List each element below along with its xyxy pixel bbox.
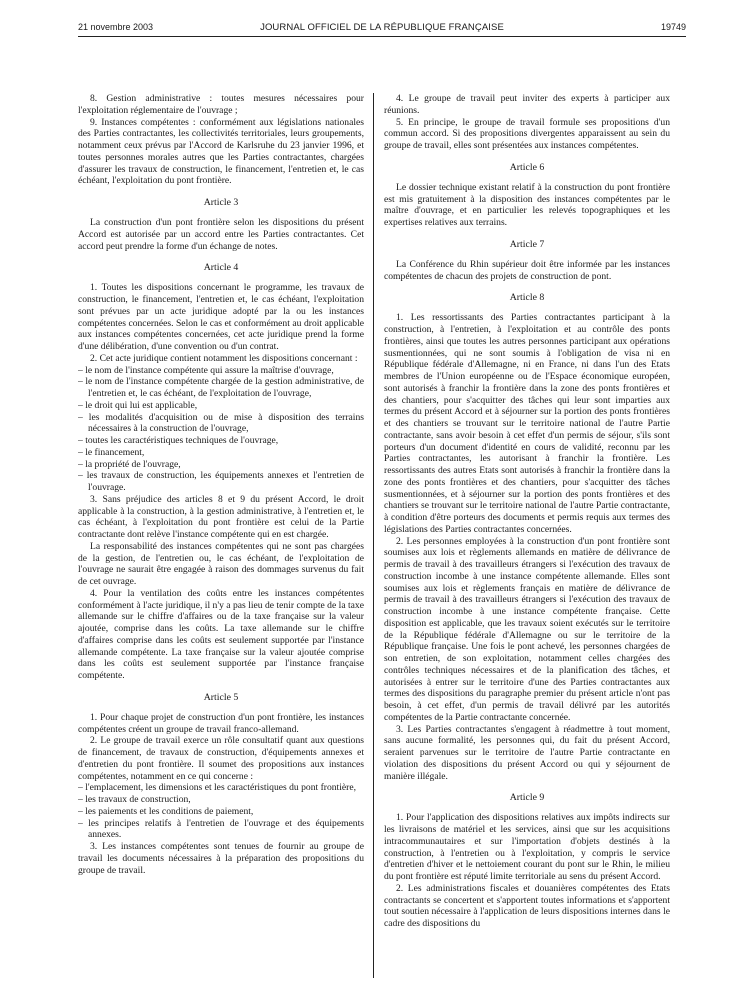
definition-8: 8. Gestion administrative : toutes mesures nécessaires pour l'exploitation réglementaire de l'ouvrage ; [78, 93, 364, 116]
definition-9: 9. Instances compétentes : conformément aux législations nationales des Parties contractantes, les collectivités territoriales, leurs groupements, notamment ceux prévus par l'Accord de Karlsruhe du 23 janvier 1996, et toutes personnes morales autres que les Parties contractantes, chargées d'assurer les travaux de construction, le financement, l'entretien et, le cas échéant, l'exploitation du pont frontière. [78, 116, 364, 187]
list-item: – les modalités d'acquisition ou de mise à disposition des terrains nécessaires à la construction de l'ouvrage, [78, 412, 364, 436]
page-header [78, 22, 686, 37]
column-divider [373, 93, 374, 978]
article-4-paragraph-3: 3. Sans préjudice des articles 8 et 9 du présent Accord, le droit applicable à la construction, à la gestion administrative, à l'entretien et, le cas échéant, à l'exploitation du pont frontière est celui de la Partie contractante dont relève l'instance compétente qui en est chargée. [78, 493, 364, 540]
article-5-paragraph-3: 3. Les instances compétentes sont tenues de fournir au groupe de travail les documents nécessaires à la préparation des propositions du groupe de travail. [78, 841, 364, 876]
article-3-title: Article 3 [203, 197, 239, 208]
article-4-list [78, 365, 364, 494]
list-item: – le nom de l'instance compétente qui assure la maîtrise d'ouvrage, [78, 365, 364, 377]
list-item: – les principes relatifs à l'entretien de l'ouvrage et des équipements annexes. [78, 818, 364, 842]
article-4-paragraph-3b: La responsabilité des instances compétentes qui ne sont pas chargées de la gestion, de l'entretien ou, le cas échéant, de l'exploitation de l'ouvrage ne saurait être engagée à raison des dommages survenus du fait de cet ouvrage. [78, 540, 364, 587]
article-6-paragraph: Le dossier technique existant relatif à la construction du pont frontière est mis gratuitement à la disposition des instances compétentes par le maître d'ouvrage, et en particulier les relevés topographiques et les expertises relatives aux terrains. [384, 181, 670, 228]
list-item: – le nom de l'instance compétente chargée de la gestion administrative, de l'entretien et, le cas échéant, de l'exploitation de l'ouvrage, [78, 376, 364, 400]
article-9-title: Article 9 [509, 792, 545, 804]
article-4-title: Article 4 [203, 262, 239, 274]
article-5-paragraph-2: 2. Le groupe de travail exerce un rôle consultatif quant aux questions de financement, de travaux de construction, d'équipements annexes et d'entretien du pont frontière. Il soumet des propositions aux instances compétentes, notamment en ce qui concerne : [78, 735, 364, 782]
article-5-paragraph-1: 1. Pour chaque projet de construction d'un pont frontière, les instances compétentes créent un groupe de travail franco-allemand. [78, 711, 364, 735]
article-9-paragraph-2: 2. Les administrations fiscales et douanières compétentes des Etats contractants se concertent et s'apportent toutes informations et s'apportent tout soutien nécessaire à l'application de leurs dispositions internes dans le cadre des dispositions du [384, 882, 670, 929]
article-5-list [78, 782, 364, 841]
article-8-paragraph-3: 3. Les Parties contractantes s'engagent à réadmettre à tout moment, sans aucune formalité, les personnes qui, du fait du présent Accord, seraient parvenues sur le territoire de l'autre Partie contractante en violation des dispositions du présent Accord ou qui y séjournent de manière illégale. [384, 723, 670, 782]
left-column [78, 93, 364, 983]
list-item: – l'emplacement, les dimensions et les caractéristiques du pont frontière, [78, 782, 364, 794]
article-8-paragraph-2: 2. Les personnes employées à la construction d'un pont frontière sont soumises aux lois et règlements allemands en matière de délivrance de permis de travail à des travailleurs étrangers si l'exécution des travaux de construction incombe à une instance compétente allemande. Elles sont soumises aux lois et règlements français en matière de délivrance de permis de travail à des travailleurs étrangers si l'exécution des travaux de construction incombe à une instance compétente française. Cette disposition est applicable, que les travaux soient exécutés sur le territoire de la République fédérale d'Allemagne ou sur le territoire de la République française. Une fois le pont achevé, les personnes chargées de son entretien, de son exploitation, notamment celles chargées des contrôles techniques nécessaires et de la planification des tâches, et autorisées à entrer sur le territoire d'une des Parties contractantes aux termes des dispositions du paragraphe premier du présent article n'ont pas besoin, à cet effet, d'un permis de travail délivré par les autorités compétentes de la Partie contractante concernée. [384, 535, 670, 723]
list-item: – les travaux de construction, [78, 794, 364, 806]
article-7-paragraph: La Conférence du Rhin supérieur doit être informée par les instances compétentes de chacun des projets de construction de pont. [384, 258, 670, 282]
article-4-paragraph-1: 1. Toutes les dispositions concernant le programme, les travaux de construction, le financement, l'entretien et, le cas échéant, l'exploitation sont prévues par un acte juridique adopté par la ou les instances compétentes concernées. Selon le cas et conformément au droit applicable aux instances compétentes concernées, cet acte juridique prend la forme d'une délibération, d'une convention ou d'un contrat. [78, 282, 364, 352]
article-8-title: Article 8 [509, 292, 545, 304]
list-item: – toutes les caractéristiques techniques de l'ouvrage, [78, 435, 364, 447]
article-6-title: Article 6 [509, 161, 545, 173]
article-9-paragraph-1: 1. Pour l'application des dispositions relatives aux impôts indirects sur les livraisons de matériel et les services, ainsi que sur les acquisitions intracommunautaires et sur l'importation d'objets destinés à la construction, à l'entretien ou à l'exploitation, y compris le service d'entretien d'hiver et le nettoiement courant du pont sur le Rhin, le milieu du pont frontière est réputé limite territoriale au sens du présent Accord. [384, 812, 670, 882]
article-4-paragraph-2: 2. Cet acte juridique contient notamment les dispositions concernant : [90, 352, 358, 364]
header-date: 21 novembre 2003 [78, 22, 154, 32]
article-5-title: Article 5 [203, 691, 239, 703]
article-5-paragraph-5: 5. En principe, le groupe de travail formule ses propositions d'un commun accord. Si des propositions divergentes apparaissent au sein du groupe de travail, elles sont présentées aux instances compétentes. [384, 116, 670, 151]
header-page-number: 19749 [660, 22, 686, 32]
list-item: – le financement, [78, 447, 364, 459]
article-3-paragraph: La construction d'un pont frontière selon les dispositions du présent Accord est autorisée par un accord entre les Parties contractantes. Cet accord peut prendre la forme d'un échange de notes. [78, 217, 364, 252]
right-column [384, 93, 670, 983]
header-journal-title: JOURNAL OFFICIEL DE LA RÉPUBLIQUE FRANÇAISE [260, 22, 504, 33]
article-4-paragraph-4: 4. Pour la ventilation des coûts entre les instances compétentes conformément à l'acte juridique, il n'y a pas lieu de tenir compte de la taxe allemande sur le chiffre d'affaires ou de la taxe française sur la valeur ajoutée, comprise dans les coûts. La taxe allemande sur le chiffre d'affaires comprise dans les coûts est seulement supportée par l'instance allemande compétente. La taxe française sur la valeur ajoutée comprise dans les coûts est seulement supportée par l'instance française compétente. [78, 587, 364, 681]
list-item: – les paiements et les conditions de paiement, [78, 806, 364, 818]
article-7-title: Article 7 [509, 238, 545, 250]
list-item: – le droit qui lui est applicable, [78, 400, 364, 412]
article-8-paragraph-1: 1. Les ressortissants des Parties contractantes participant à la construction, à l'entretien, à l'exploitation et au contrôle des ponts frontières, ainsi que toutes les autres personnes participant aux opérations susmentionnées, qui ne sont soumis à l'obligation de visa ni en République fédérale d'Allemagne, ni en France, ni dans l'un des Etats membres de l'Union européenne ou de l'Espace économique européen, sont autorisés à franchir la frontière dans la zone des ponts frontières et des chantiers, pour s'acquitter des tâches qui leur sont imparties aux termes du présent Accord et à séjourner sur la portion des ponts frontières et des chantiers se trouvant sur le territoire national de l'autre Partie contractante, sans avoir besoin à cet effet d'un permis de séjour, s'ils sont porteurs d'un document d'identité en cours de validité, reconnu par les Parties contractantes, les autorisant à franchir la frontière. Les ressortissants des autres Etats sont autorisés à franchir la frontière dans la zone des ponts frontières et des chantiers, pour s'acquitter des tâches susmentionnées, et à séjourner sur la portion des ponts frontières et des chantiers se trouvant sur le territoire national de l'autre Partie contractante, à condition d'être porteurs des documents et permis requis aux termes des législations des Parties contractantes concernées. [384, 312, 670, 535]
list-item: – la propriété de l'ouvrage, [78, 459, 364, 471]
article-5-paragraph-4: 4. Le groupe de travail peut inviter des experts à participer aux réunions. [384, 93, 670, 116]
list-item: – les travaux de construction, les équipements annexes et l'entretien de l'ouvrage. [78, 470, 364, 494]
